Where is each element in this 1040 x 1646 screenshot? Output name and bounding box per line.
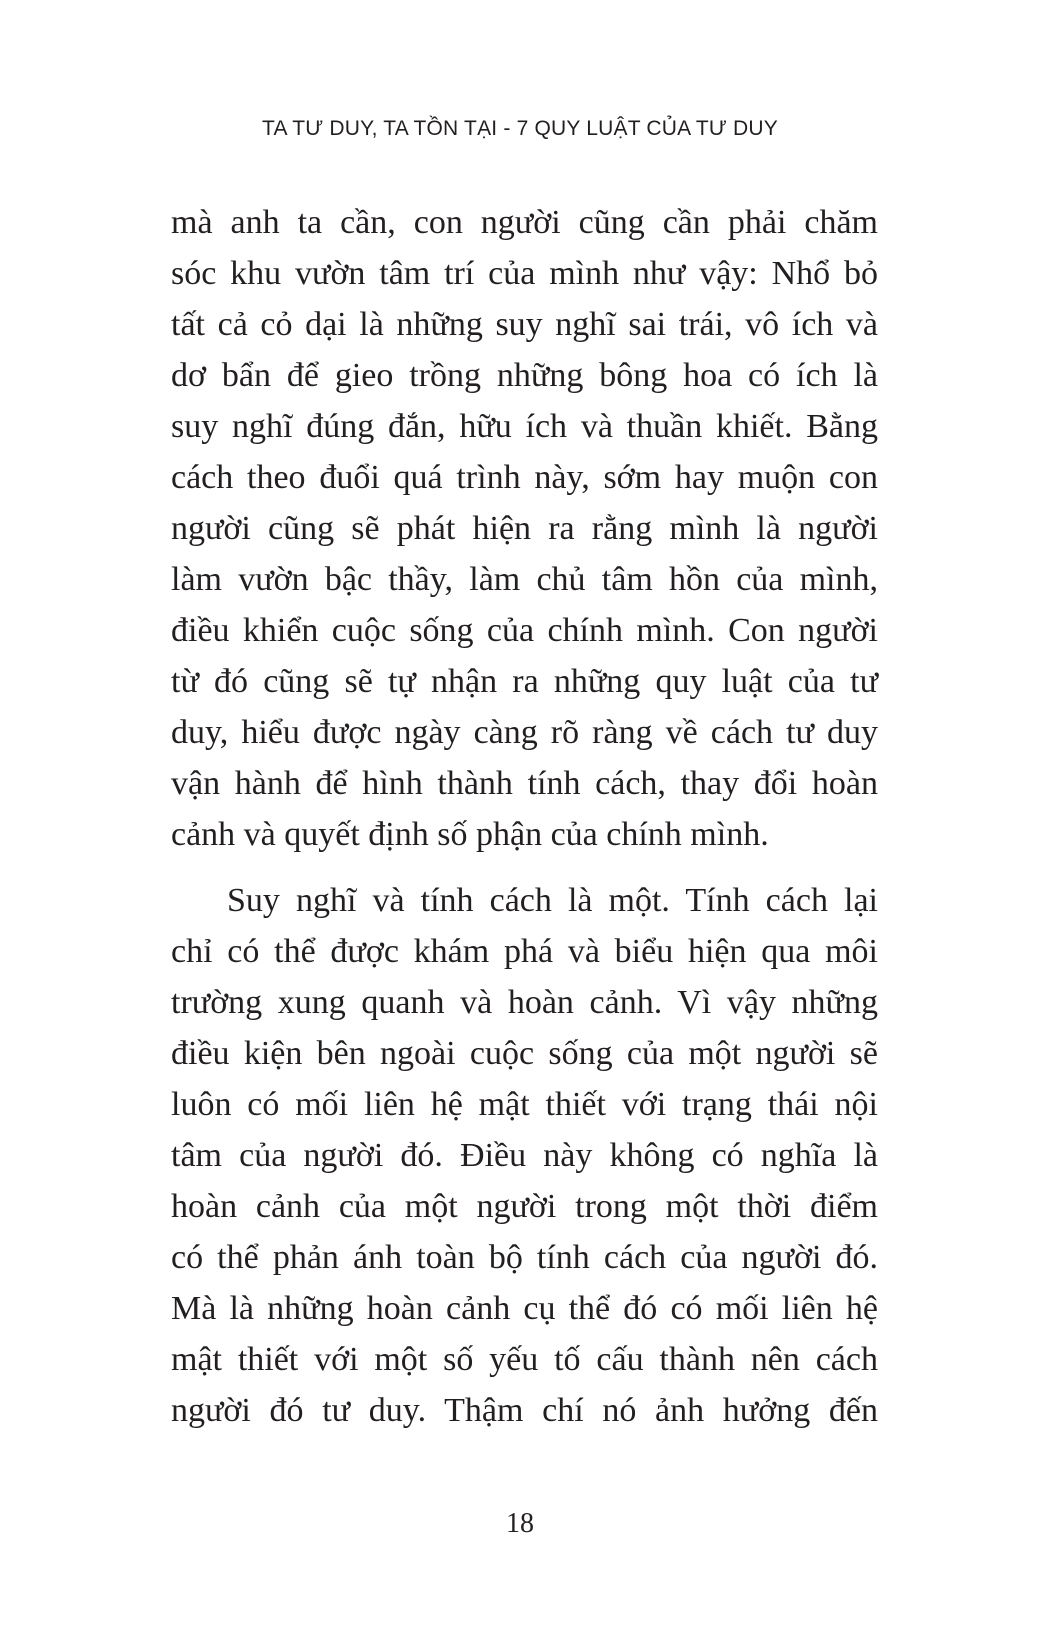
text-line: luôn có mối liên hệ mật thiết với trạng thái nội	[171, 1086, 878, 1123]
text-line: duy, hiểu được ngày càng rõ ràng về cách tư duy	[171, 714, 878, 751]
paragraph-gap	[171, 860, 878, 875]
page-number: 18	[506, 1508, 534, 1539]
text-line: điều khiển cuộc sống của chính mình. Con người	[171, 612, 878, 649]
text-line: tất cả cỏ dại là những suy nghĩ sai trái, vô ích và	[171, 306, 878, 343]
text-line: chỉ có thể được khám phá và biểu hiện qua môi	[171, 933, 878, 970]
text-line: người đó tư duy. Thậm chí nó ảnh hưởng đến	[171, 1392, 878, 1429]
text-line: từ đó cũng sẽ tự nhận ra những quy luật của tư	[171, 663, 878, 700]
text-line: có thể phản ánh toàn bộ tính cách của người đó.	[171, 1239, 878, 1276]
text-line: dơ bẩn để gieo trồng những bông hoa có ích là	[171, 357, 878, 394]
text-line: mà anh ta cần, con người cũng cần phải chăm	[171, 204, 878, 241]
text-line: suy nghĩ đúng đắn, hữu ích và thuần khiết. Bằng	[171, 408, 878, 445]
text-line: tâm của người đó. Điều này không có nghĩa là	[171, 1137, 878, 1174]
text-line: Suy nghĩ và tính cách là một. Tính cách lại	[227, 882, 878, 919]
text-line: hoàn cảnh của một người trong một thời điểm	[171, 1188, 878, 1225]
body-text	[171, 197, 878, 1436]
text-line: trường xung quanh và hoàn cảnh. Vì vậy những	[171, 984, 878, 1021]
text-line: cách theo đuổi quá trình này, sớm hay muộn con	[171, 459, 878, 496]
text-line: cảnh và quyết định số phận của chính mình.	[171, 816, 769, 853]
text-line: mật thiết với một số yếu tố cấu thành nên cách	[171, 1341, 878, 1378]
running-header: TA TƯ DUY, TA TỒN TẠI - 7 QUY LUẬT CỦA TƯ DUY	[262, 117, 778, 140]
paragraph-2	[171, 875, 878, 1436]
text-line: làm vườn bậc thầy, làm chủ tâm hồn của mình,	[171, 561, 878, 598]
text-line: vận hành để hình thành tính cách, thay đổi hoàn	[171, 765, 878, 802]
text-line: sóc khu vườn tâm trí của mình như vậy: Nhổ bỏ	[171, 255, 878, 292]
text-line: Mà là những hoàn cảnh cụ thể đó có mối liên hệ	[171, 1290, 878, 1327]
paragraph-1	[171, 197, 878, 860]
text-line: người cũng sẽ phát hiện ra rằng mình là người	[171, 510, 878, 547]
text-line: điều kiện bên ngoài cuộc sống của một người sẽ	[171, 1035, 878, 1072]
